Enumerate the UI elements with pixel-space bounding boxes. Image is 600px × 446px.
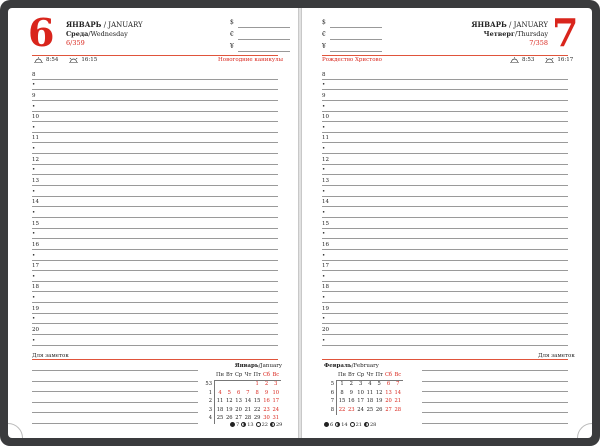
month-en: / JANUARY [509,21,548,29]
hour-label: 19 [32,305,39,312]
week-number: 53 [205,381,212,387]
hour-label: 17 [32,263,39,270]
calendar-day[interactable]: 25 [366,406,374,413]
hour-label: 12 [322,156,329,163]
calendar-day[interactable]: 4 [218,389,222,396]
week-number: 2 [208,398,212,405]
half-hour-line[interactable] [32,292,278,303]
calendar-day[interactable]: 23 [263,406,270,413]
hour-label: • [32,167,36,174]
hour-line[interactable] [322,303,568,314]
right-page [302,8,592,438]
hour-label: 20 [322,327,329,334]
sunrise-info [34,57,97,63]
first-quarter-icon [241,422,246,427]
weekday-header: Чт [244,372,252,378]
half-hour-line[interactable] [322,101,568,112]
full-moon-icon [230,422,235,427]
hour-line[interactable] [322,261,568,272]
hour-label: 18 [322,284,329,291]
hour-lines [32,69,278,346]
calendar-day[interactable]: 21 [244,406,252,413]
sunset-icon [69,57,78,63]
half-hour-line[interactable] [322,165,568,176]
left-page [8,8,298,438]
header-divider [32,55,278,56]
week-number: 8 [330,406,334,413]
sunset-time: 16:15 [81,57,98,63]
notes-line[interactable] [422,391,568,392]
weekday-header: Пт [253,372,261,378]
sunrise-time: 8:54 [46,57,59,63]
half-hour-line[interactable] [32,101,278,112]
calendar-day[interactable]: 9 [264,389,269,396]
hour-label: • [32,146,36,153]
hour-lines [322,69,568,346]
calendar-day[interactable]: 2 [264,381,269,387]
weekday-en: /Thursday [514,30,548,38]
notes-line[interactable] [422,381,568,382]
hour-line[interactable] [322,90,568,101]
hour-label: 15 [32,220,39,227]
hour-label: 19 [322,305,329,312]
week-number: 3 [208,406,212,413]
hour-label: 16 [322,241,329,248]
hour-label: • [322,188,326,195]
month-en: / JANUARY [103,21,143,29]
hour-label: • [32,231,36,238]
hour-label: • [322,146,326,153]
calendar-day[interactable]: 14 [394,389,402,396]
hour-label: 12 [32,156,39,163]
half-hour-line[interactable] [322,207,568,218]
hour-line[interactable] [322,239,568,250]
currency-fields [322,18,382,54]
calendar-day[interactable]: 27 [385,406,392,413]
weekday-header: Вс [272,372,280,378]
half-hour-line[interactable] [322,80,568,91]
holiday-note: Рождество Христово [322,57,382,63]
hour-line[interactable] [322,112,568,123]
hour-label: • [32,209,36,216]
calendar-day[interactable]: 13 [235,398,242,405]
date-header [464,20,548,48]
hour-label: 16 [32,241,39,248]
calendar-day[interactable]: 7 [396,381,400,387]
notes-line[interactable] [32,370,198,371]
full-moon-icon [324,422,329,427]
day-number: 6 [28,10,55,55]
sunrise-time: 8:53 [522,57,535,63]
weekday-header: Пн [338,372,346,378]
half-hour-line[interactable] [32,250,278,261]
hour-line[interactable] [32,324,278,335]
notes-line[interactable] [32,423,198,424]
calendar-day[interactable]: 5 [377,381,381,387]
hour-line[interactable] [32,261,278,272]
weekday-header: Ср [356,372,365,378]
moon-phases [324,422,376,428]
calendar-day[interactable]: 28 [244,415,252,422]
hour-line[interactable] [322,282,568,293]
hour-line[interactable] [322,197,568,208]
hour-label: • [32,103,36,110]
hour-label: • [322,209,326,216]
calendar-day[interactable]: 7 [246,389,250,396]
moon-phase: 13 [241,422,253,428]
hour-label: • [32,82,36,89]
half-hour-line[interactable] [32,143,278,154]
half-hour-line[interactable] [32,271,278,282]
half-hour-line[interactable] [322,122,568,133]
calendar-day[interactable]: 24 [272,406,280,413]
moon-phase: 14 [335,422,347,428]
notes-label: Для заметок [538,353,575,359]
calendar-day[interactable]: 30 [263,415,270,422]
calendar-day[interactable]: 25 [216,415,224,422]
calendar-day[interactable]: 6 [236,389,241,396]
calendar-day[interactable]: 12 [375,389,383,396]
currency-row[interactable]: € [230,30,290,42]
hour-label: • [322,273,326,280]
sunrise-icon [510,57,519,63]
week-number: 7 [330,398,334,405]
half-hour-line[interactable] [322,143,568,154]
currency-row[interactable]: € [322,30,382,42]
hour-label: 17 [322,263,329,270]
hour-label: • [322,103,326,110]
calendar-day[interactable]: 9 [349,389,353,396]
half-hour-line[interactable] [32,207,278,218]
weekday-en: /Wednesday [88,30,128,38]
calendar-day[interactable]: 22 [253,406,261,413]
hour-label: • [32,295,36,302]
calendar-day[interactable]: 14 [244,398,252,405]
weekday-header: Пн [216,372,224,378]
weekday-header: Чт [366,372,374,378]
moon-phase: 7 [230,422,239,428]
calendar-day[interactable]: 8 [340,389,344,396]
moon-phase: 6 [324,422,333,428]
half-hour-line[interactable] [32,229,278,240]
sunrise-icon [34,57,43,63]
half-hour-line[interactable] [322,292,568,303]
hour-label: 10 [322,114,329,121]
calendar-day[interactable]: 29 [253,415,261,422]
half-hour-line[interactable] [32,80,278,91]
moon-phase: 29 [270,422,282,428]
hour-label: • [322,316,326,323]
currency-fields [230,18,290,54]
calendar-day[interactable]: 11 [366,389,374,396]
calendar-day[interactable]: 11 [216,398,224,405]
weekday-header: Ср [234,372,243,378]
calendar-day[interactable]: 28 [394,406,402,413]
hour-label: 10 [32,114,39,121]
hour-label: • [32,188,36,195]
hour-label: • [32,124,36,131]
calendar-day[interactable]: 19 [225,406,233,413]
calendar-day[interactable]: 19 [375,398,383,405]
calendar-day[interactable]: 22 [338,406,346,413]
calendar-day[interactable]: 31 [272,415,280,422]
calendar-title: Январь/January [234,363,282,369]
hour-label: 9 [32,92,36,99]
day-number: 7 [552,10,579,55]
calendar-title: Февраль/February [324,363,379,369]
hour-line[interactable] [32,218,278,229]
month-ru: ЯНВАРЬ [471,20,507,29]
calendar-day[interactable]: 6 [386,381,391,387]
hour-line[interactable] [32,133,278,144]
calendar-day[interactable]: 13 [385,389,392,396]
half-hour-line[interactable] [322,229,568,240]
weekday-header: Сб [262,372,271,378]
hour-label: • [322,252,326,259]
hour-label: 13 [322,178,329,185]
calendar-day[interactable]: 26 [225,415,233,422]
notes-line[interactable] [422,402,568,403]
half-hour-line[interactable] [32,335,278,346]
header-divider [322,55,568,56]
hour-label: • [32,273,36,280]
calendar-day[interactable]: 10 [272,389,280,396]
calendar-day[interactable]: 20 [235,406,242,413]
hour-label: 8 [32,71,36,78]
calendar-day[interactable]: 4 [368,381,372,387]
currency-row[interactable]: $ [322,18,382,30]
hour-line[interactable] [32,154,278,165]
weekday-ru: Четверг [483,30,515,38]
hour-label: • [322,124,326,131]
hour-label: • [322,167,326,174]
half-hour-line[interactable] [32,122,278,133]
holiday-note: Новогодние каникулы [218,57,284,63]
hour-label: • [32,316,36,323]
half-hour-line[interactable] [32,314,278,325]
week-number: 1 [208,389,212,396]
hour-line[interactable] [322,175,568,186]
new-moon-icon [256,422,261,427]
hour-label: 13 [32,178,39,185]
hour-label: • [322,295,326,302]
hour-label: • [322,82,326,89]
hour-label: 8 [322,71,326,78]
hour-label: • [322,231,326,238]
half-hour-line[interactable] [322,250,568,261]
currency-row[interactable]: ¥ [322,42,382,54]
hour-label: 20 [32,327,39,334]
weekday-ru: Среда [66,30,89,38]
hour-line[interactable] [322,154,568,165]
weekday-header: Пт [375,372,383,378]
currency-row[interactable]: ¥ [230,42,290,54]
month-ru: ЯНВАРЬ [66,20,102,29]
hour-line[interactable] [32,282,278,293]
calendar-day[interactable]: 16 [263,398,270,405]
hour-line[interactable] [32,69,278,80]
notes-line[interactable] [422,423,568,424]
last-quarter-icon [270,422,275,427]
hour-line[interactable] [32,239,278,250]
calendar-day[interactable]: 20 [385,398,392,405]
hour-line[interactable] [32,112,278,123]
notes-label: Для заметок [32,353,69,359]
calendar-day[interactable]: 3 [274,381,278,387]
calendar-day[interactable]: 16 [347,398,355,405]
hour-label: • [322,337,326,344]
notes-line[interactable] [32,412,198,413]
calendar-day[interactable]: 18 [366,398,374,405]
week-number: 4 [208,415,212,422]
notes-line[interactable] [32,391,198,392]
first-quarter-icon [335,422,340,427]
hour-line[interactable] [32,175,278,186]
mini-calendar [202,359,282,429]
hour-label: 14 [32,199,39,206]
sunset-time: 16:17 [557,57,574,63]
calendar-day[interactable]: 2 [349,381,353,387]
currency-row[interactable]: $ [230,18,290,30]
hour-label: • [32,337,36,344]
calendar-day[interactable]: 21 [394,398,402,405]
half-hour-line[interactable] [322,335,568,346]
half-hour-line[interactable] [32,165,278,176]
week-number: 6 [330,389,334,396]
sunrise-info [510,57,573,63]
calendar-day[interactable]: 12 [225,398,233,405]
half-hour-line[interactable] [322,314,568,325]
calendar-day[interactable]: 17 [272,398,280,405]
mini-calendar [324,359,414,429]
day-of-year: 6/359 [66,39,85,47]
calendar-day[interactable]: 15 [253,398,261,405]
calendar-day[interactable]: 24 [357,406,364,413]
notes-line[interactable] [32,381,198,382]
new-moon-icon [350,422,355,427]
notes-line[interactable] [422,412,568,413]
moon-phase: 22 [256,422,268,428]
hour-label: 9 [322,92,326,99]
day-of-year: 7/358 [529,39,548,47]
week-number: 5 [330,381,334,387]
hour-line[interactable] [32,197,278,208]
hour-label: 14 [322,199,329,206]
moon-phases [230,422,282,428]
calendar-day[interactable]: 3 [358,381,363,387]
calendar-day[interactable]: 1 [340,381,344,387]
calendar-day[interactable]: 5 [227,389,231,396]
hour-line[interactable] [322,218,568,229]
corner-mark [8,423,23,438]
hour-line[interactable] [322,69,568,80]
notes-line[interactable] [32,402,198,403]
hour-label: 11 [32,135,39,142]
hour-label: 18 [32,284,39,291]
half-hour-line[interactable] [32,186,278,197]
hour-line[interactable] [32,303,278,314]
moon-phase: 21 [350,422,362,428]
hour-line[interactable] [32,90,278,101]
calendar-day[interactable]: 1 [255,381,259,387]
calendar-day[interactable]: 15 [338,398,346,405]
notes-line[interactable] [422,370,568,371]
half-hour-line[interactable] [322,186,568,197]
weekday-header: Вт [225,372,233,378]
last-quarter-icon [364,422,369,427]
corner-mark [577,423,592,438]
hour-line[interactable] [322,324,568,335]
weekday-header: Вс [394,372,402,378]
calendar-day[interactable]: 23 [347,406,355,413]
calendar-day[interactable]: 10 [357,389,364,396]
calendar-day[interactable]: 27 [235,415,242,422]
calendar-day[interactable]: 18 [216,406,224,413]
calendar-day[interactable]: 26 [375,406,383,413]
hour-label: 15 [322,220,329,227]
sunset-icon [545,57,554,63]
date-header [66,20,143,48]
weekday-header: Сб [384,372,393,378]
hour-line[interactable] [322,133,568,144]
calendar-day[interactable]: 8 [255,389,259,396]
hour-label: • [32,252,36,259]
hour-label: 11 [322,135,329,142]
calendar-day[interactable]: 17 [357,398,364,405]
half-hour-line[interactable] [322,271,568,282]
weekday-header: Вт [347,372,355,378]
moon-phase: 28 [364,422,376,428]
